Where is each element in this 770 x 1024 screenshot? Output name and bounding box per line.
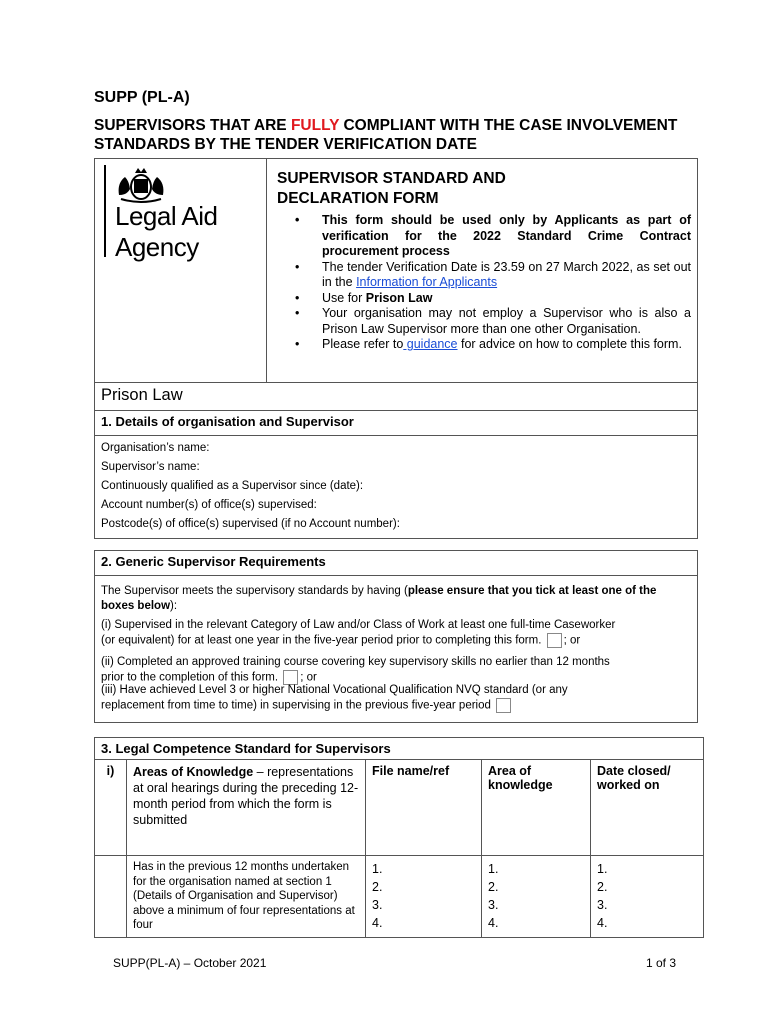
area-entry-4[interactable]: 4.: [488, 916, 499, 930]
logo-cell: [94, 158, 267, 383]
page-heading: [94, 116, 714, 154]
file-name-entries: [366, 856, 482, 938]
option-2-line-2: [101, 670, 317, 685]
option-2-checkbox[interactable]: [283, 670, 298, 685]
file-name-entry-3[interactable]: 3.: [372, 898, 383, 912]
option-3-line-2: [101, 698, 513, 713]
date-entry-1[interactable]: 1.: [597, 862, 608, 876]
organisation-name-field[interactable]: Organisation’s name:: [101, 442, 210, 454]
area-entry-2[interactable]: 2.: [488, 880, 499, 894]
date-list: [597, 860, 697, 932]
file-name-header: File name/ref: [366, 760, 482, 856]
form-instructions: [295, 213, 691, 353]
footer-form-reference: SUPP(PL-A) – October 2021: [113, 956, 267, 970]
form-title: [277, 169, 506, 209]
section-2-intro: [101, 584, 691, 614]
heading-fully: FULLY: [290, 117, 340, 134]
file-name-entry-2[interactable]: 2.: [372, 880, 383, 894]
instruction-3: [295, 291, 691, 307]
section-3-header-row: [95, 738, 704, 760]
option-1-tail: ; or: [563, 634, 581, 647]
option-3-line-1: (iii) Have achieved Level 3 or higher National Vocational Qualification NVQ standard (or any: [101, 684, 568, 696]
date-entry-2[interactable]: 2.: [597, 880, 608, 894]
option-2-text: prior to the completion of this form.: [101, 671, 279, 684]
instruction-2: [295, 260, 691, 291]
areas-of-knowledge-cell: [127, 760, 366, 856]
instruction-3-bold: Prison Law: [365, 290, 433, 305]
option-1-line-1: (i) Supervised in the relevant Category of Law and/or Class of Work at least one full-time Caseworker: [101, 619, 616, 631]
empty-label-cell: [95, 856, 127, 938]
category-title: Prison Law: [101, 386, 183, 404]
heading-part-1: SUPERVISORS THAT ARE: [94, 117, 291, 134]
logo-line-1: Legal Aid: [115, 201, 218, 231]
area-entries: [482, 856, 591, 938]
area-entry-3[interactable]: 3.: [488, 898, 499, 912]
intro-tail: ):: [170, 600, 178, 612]
option-3-text: replacement from time to time) in supervising in the previous five-year period: [101, 699, 491, 712]
section-3-table: [94, 737, 704, 938]
form-info-cell: [266, 158, 698, 383]
instruction-5-tail: for advice on how to complete this form.: [457, 337, 682, 351]
area-entry-1[interactable]: 1.: [488, 862, 499, 876]
instruction-5-text: Please refer to: [322, 337, 404, 351]
info-for-applicants-link[interactable]: Information for Applicants: [356, 275, 498, 289]
date-entry-4[interactable]: 4.: [597, 916, 608, 930]
areas-of-knowledge-bold: Areas of Knowledge: [133, 765, 254, 779]
date-closed-header: Date closed/ worked on: [591, 760, 704, 856]
intro-bold: please ensure that you tick at least one of the boxes below: [101, 585, 657, 612]
option-1-checkbox[interactable]: [547, 633, 562, 648]
section-2-title: 2. Generic Supervisor Requirements: [101, 554, 326, 569]
form-code: SUPP (PL-A): [94, 89, 190, 106]
agency-logo-text: [115, 201, 217, 263]
area-of-knowledge-header: Area of knowledge: [482, 760, 591, 856]
section-1-body: [94, 435, 698, 539]
section-2-header: [94, 550, 698, 576]
instruction-5: [295, 337, 691, 353]
option-1-line-2: [101, 633, 580, 648]
instruction-1: • This form should be used only by Applicants as part of verification for the 2022 Standard Crime Contract procurement process: [295, 213, 691, 260]
logo-divider: [104, 165, 106, 257]
option-1-text: (or equivalent) for at least one year in the five-year period prior to completing this form.: [101, 634, 542, 647]
postcodes-field[interactable]: Postcode(s) of office(s) supervised (if no Account number):: [101, 518, 400, 530]
file-name-list: [372, 860, 475, 932]
option-3-checkbox[interactable]: [496, 698, 511, 713]
areas-of-knowledge-text: – representations at oral hearings during the preceding 12-month period from which the form is submitted: [133, 765, 359, 827]
royal-crest-icon: [113, 165, 169, 205]
intro-text: The Supervisor meets the supervisory standards by having (: [101, 585, 408, 597]
option-2-tail: ; or: [300, 671, 317, 684]
row-label: i): [95, 760, 127, 856]
footer-page-number: 1 of 3: [646, 956, 677, 970]
section-2-body: [94, 575, 698, 723]
instruction-4: • Your organisation may not employ a Supervisor who is also a Prison Law Supervisor more than one other Organisation.: [295, 306, 691, 337]
section-3-column-row: [95, 760, 704, 856]
section-3-entry-row: [95, 856, 704, 938]
form-title-line-1: SUPERVISOR STANDARD AND: [277, 170, 506, 187]
file-name-entry-1[interactable]: 1.: [372, 862, 383, 876]
date-entries: [591, 856, 704, 938]
area-list: [488, 860, 584, 932]
section-3-title: 3. Legal Competence Standard for Supervisors: [95, 738, 704, 760]
category-row: [94, 382, 698, 411]
date-entry-3[interactable]: 3.: [597, 898, 608, 912]
option-2-line-1: (ii) Completed an approved training course covering key supervisory skills no earlier than 12 months: [101, 656, 610, 668]
file-name-entry-4[interactable]: 4.: [372, 916, 383, 930]
section-1-header: [94, 410, 698, 436]
instruction-2-text: The tender Verification Date is 23.59 on 27 March 2022, as set out in the: [322, 259, 691, 289]
qualified-since-field[interactable]: Continuously qualified as a Supervisor since (date):: [101, 480, 364, 492]
account-numbers-field[interactable]: Account number(s) of office(s) supervised:: [101, 499, 317, 511]
section-1-title: 1. Details of organisation and Supervisor: [101, 414, 354, 429]
instruction-3-text: Use for: [322, 290, 366, 305]
supervisor-name-field[interactable]: Supervisor’s name:: [101, 461, 200, 473]
logo-line-2: Agency: [115, 232, 199, 262]
guidance-link[interactable]: guidance: [403, 337, 458, 351]
requirement-text: Has in the previous 12 months undertaken for the organisation named at section 1 (Details of Organisation and Supervisor) above a minimum of four representations at four: [127, 856, 366, 938]
heading-part-2: COMPLIANT WITH THE CASE INVOLVEMENT STANDARDS BY THE TENDER VERIFICATION DATE: [94, 117, 678, 153]
form-title-line-2: DECLARATION FORM: [277, 190, 439, 207]
